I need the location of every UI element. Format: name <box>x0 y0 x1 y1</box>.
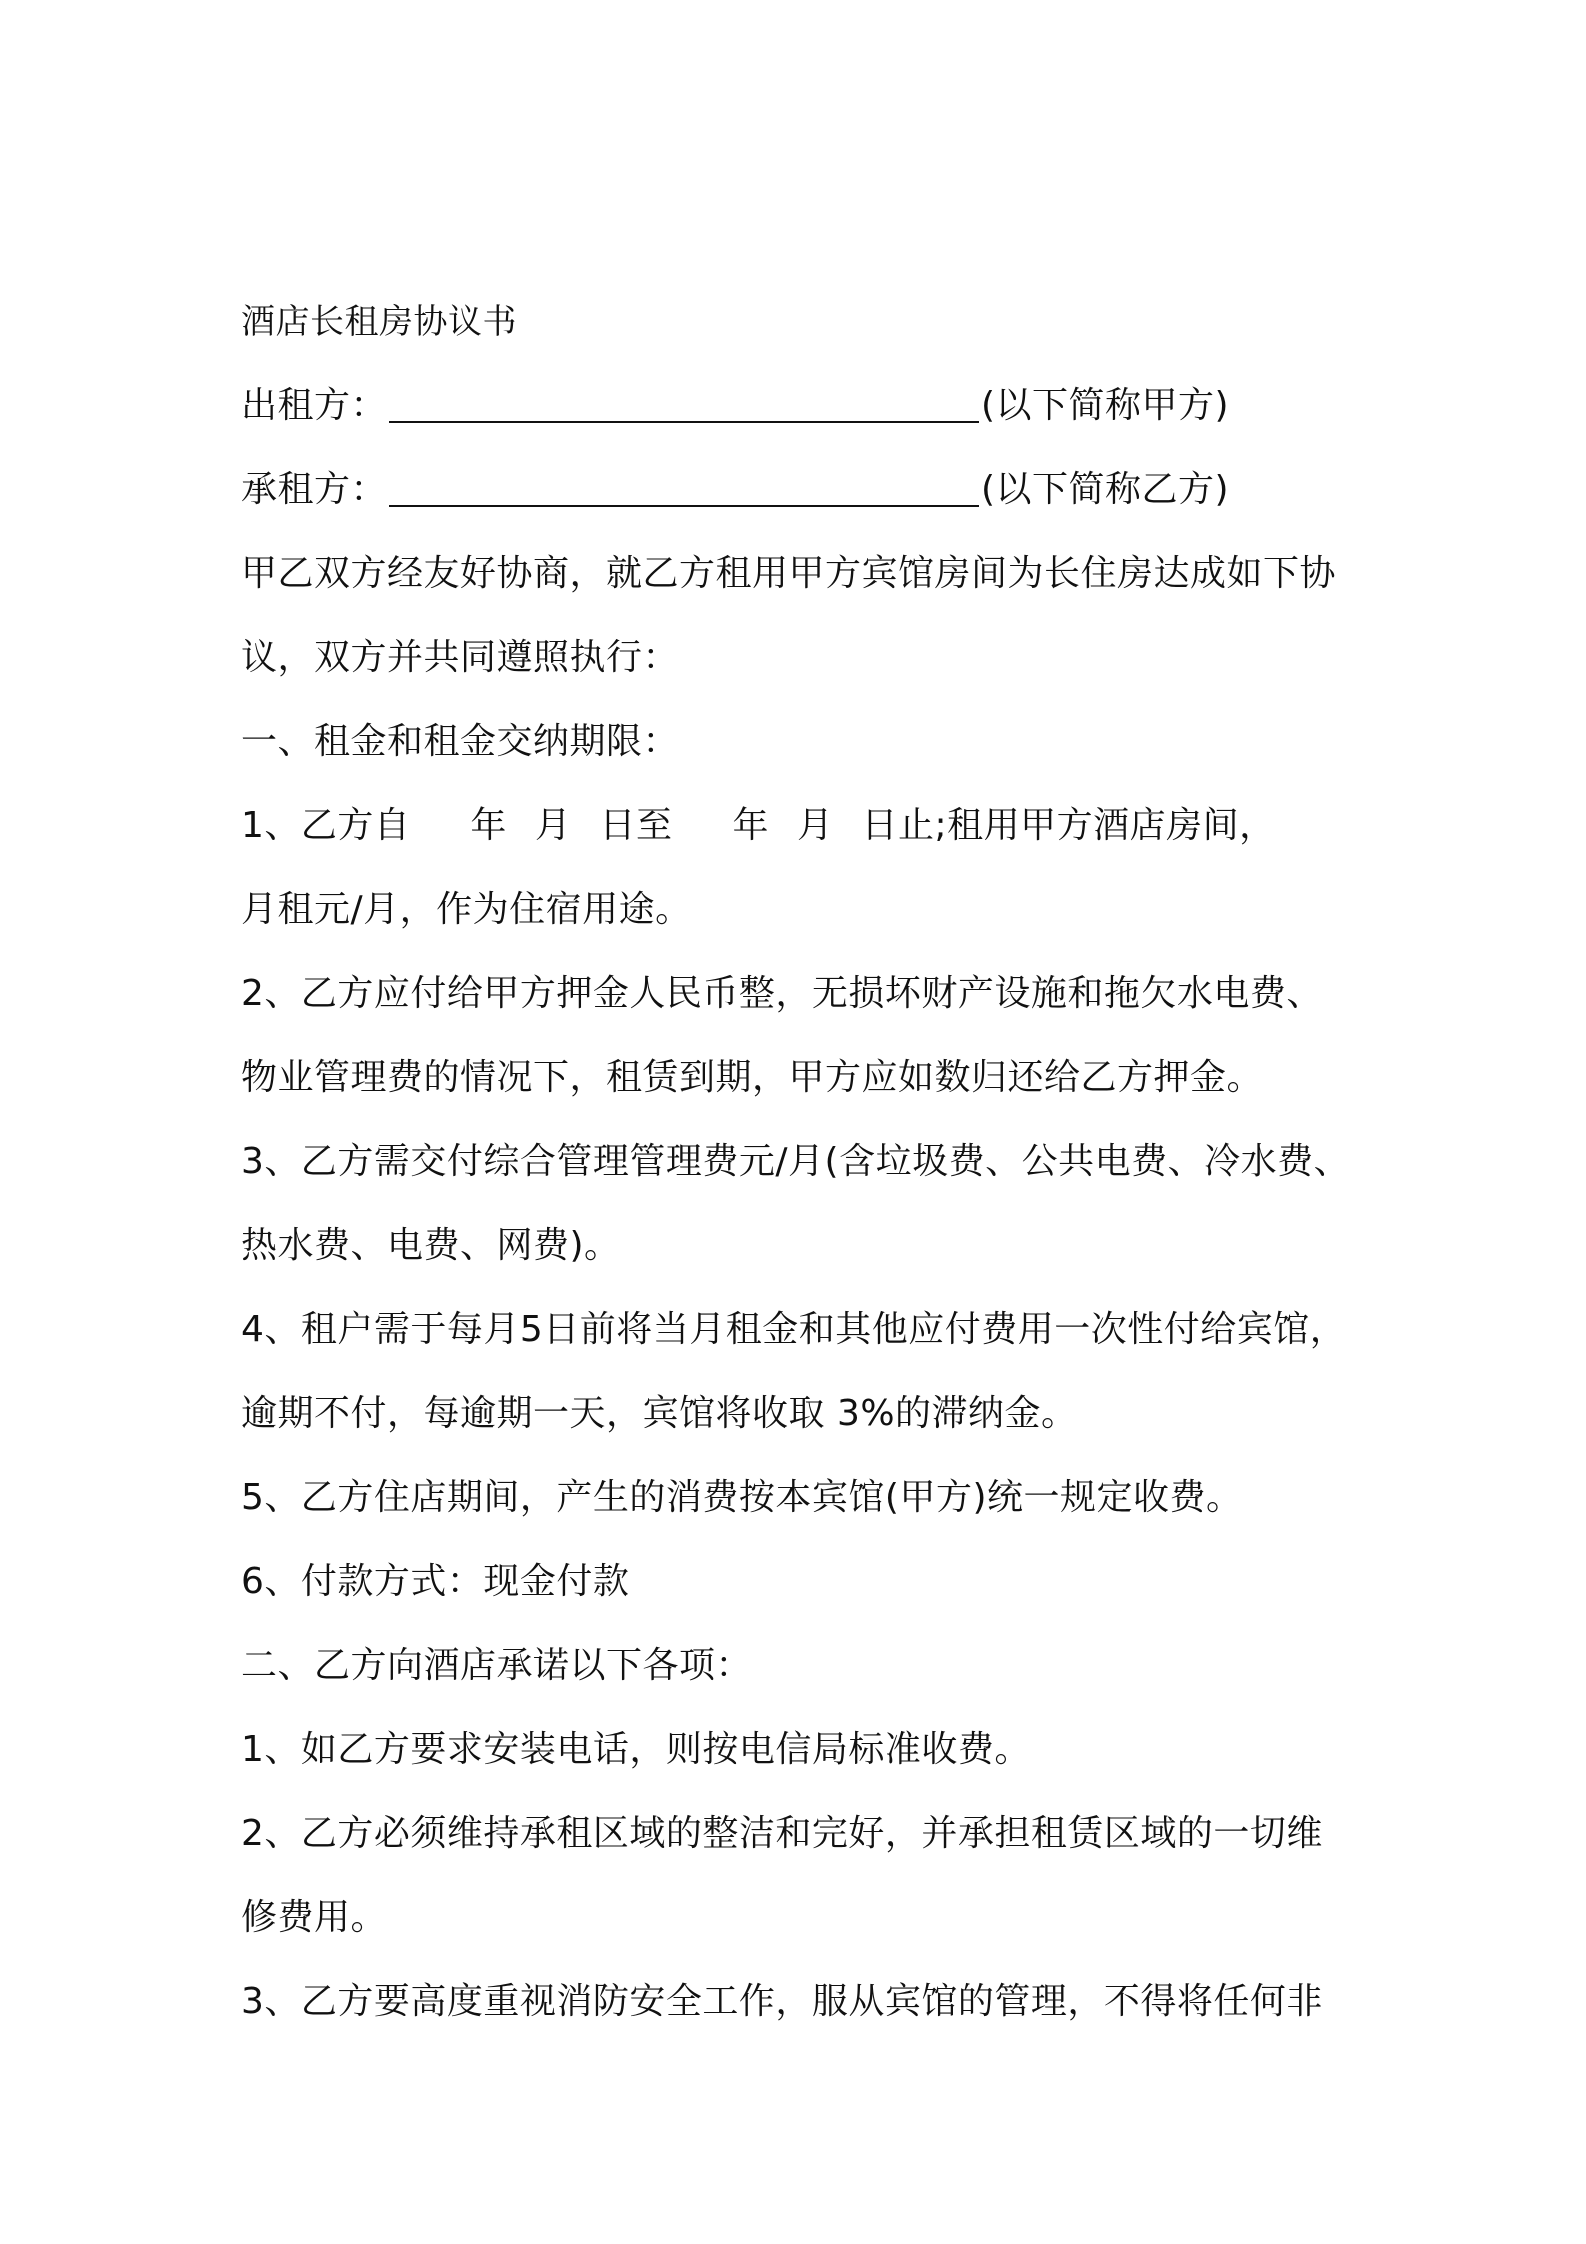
section2-item2-line2: 修费用。 <box>241 1897 388 1938</box>
item1-day1: 日至 <box>599 805 673 846</box>
section1-item5: 5、乙方住店期间，产生的消费按本宾馆(甲方)统一规定收费。 <box>241 1477 1243 1518</box>
section1-item1-line2: 月租元/月，作为住宿用途。 <box>241 889 692 930</box>
lessor-line <box>241 364 1361 448</box>
item1-year1: 年 <box>470 805 507 846</box>
lessor-label: 出租方： <box>241 385 388 426</box>
section1-item3-line1: 3、乙方需交付综合管理管理费元/月(含垃圾费、公共电费、冷水费、 <box>241 1141 1351 1182</box>
lessee-line <box>241 448 1361 532</box>
section1-item6: 6、付款方式：现金付款 <box>241 1561 630 1602</box>
section2-item3: 3、乙方要高度重视消防安全工作，服从宾馆的管理，不得将任何非 <box>241 1981 1323 2022</box>
item1-month1: 月 <box>534 805 572 846</box>
section1-item2-line2: 物业管理费的情况下，租赁到期，甲方应如数归还给乙方押金。 <box>241 1057 1264 1098</box>
section2-item1: 1、如乙方要求安装电话，则按电信局标准收费。 <box>241 1729 1031 1770</box>
section2-item2-line1: 2、乙方必须维持承租区域的整洁和完好，并承担租赁区域的一切维 <box>241 1813 1323 1854</box>
item1-month2: 月 <box>796 805 834 846</box>
lessor-suffix: (以下简称甲方) <box>981 385 1230 426</box>
item1-day2: 日止;租用甲方酒店房间， <box>861 805 1276 846</box>
document-body <box>241 280 1361 2044</box>
section2-heading: 二、乙方向酒店承诺以下各项： <box>241 1645 753 1686</box>
lessee-blank <box>389 471 979 507</box>
section1-item2-line1: 2、乙方应付给甲方押金人民币整，无损坏财产设施和拖欠水电费、 <box>241 973 1323 1014</box>
lessee-suffix: (以下简称乙方) <box>981 469 1230 510</box>
item1-year2: 年 <box>732 805 769 846</box>
intro-line-2: 议，双方并共同遵照执行： <box>241 637 680 678</box>
document-title: 酒店长租房协议书 <box>241 302 517 342</box>
intro-line-1: 甲乙双方经友好协商，就乙方租用甲方宾馆房间为长住房达成如下协 <box>241 553 1337 594</box>
section1-item4-line1: 4、租户需于每月5日前将当月租金和其他应付费用一次性付给宾馆， <box>241 1309 1347 1350</box>
section1-item1-line1 <box>241 784 1361 868</box>
section1-heading: 一、租金和租金交纳期限： <box>241 721 680 762</box>
lessor-blank <box>389 387 979 423</box>
section1-item3-line2: 热水费、电费、网费)。 <box>241 1225 621 1266</box>
lessee-label: 承租方： <box>241 469 388 510</box>
section1-item4-line2: 逾期不付，每逾期一天，宾馆将收取 3%的滞纳金。 <box>241 1393 1078 1434</box>
item1-prefix: 1、乙方自 <box>241 805 411 846</box>
